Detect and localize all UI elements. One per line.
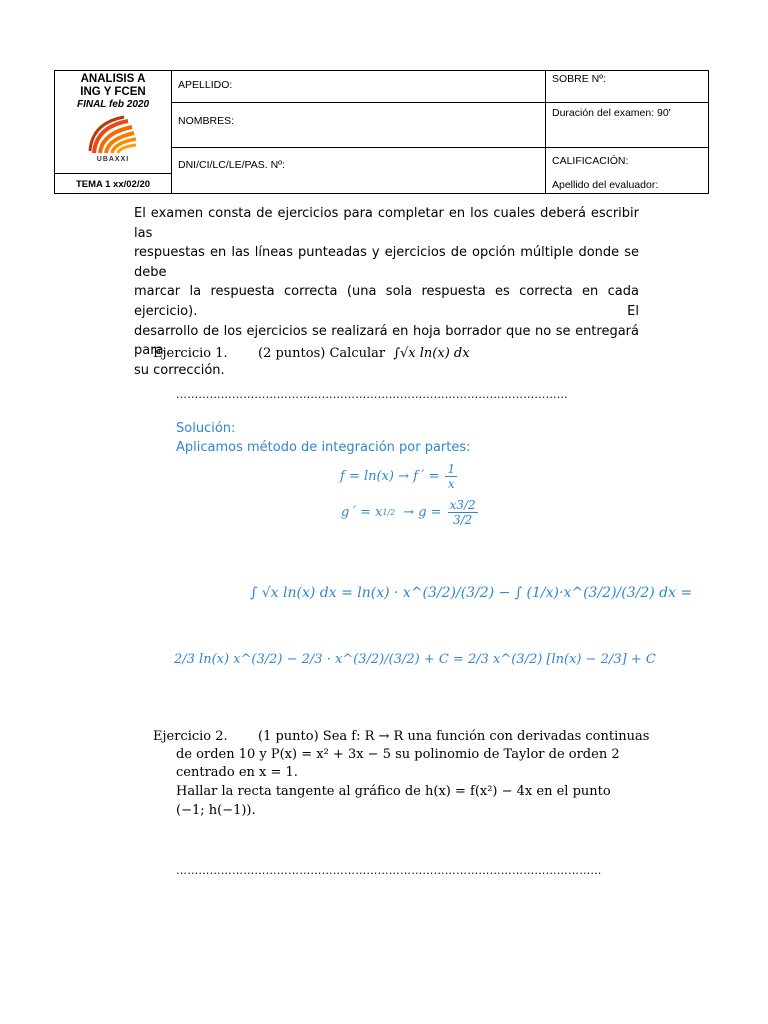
g-line-mid: → g = [403,505,442,520]
f-line-text: f = ln(x) → f´ = [340,469,440,484]
course-line-1: ANALISIS A [80,73,146,85]
g-frac-num: x3/2 [449,498,476,512]
g-line-left: g´ = x [341,505,383,520]
exercise-2-line-2: de orden 10 y P(x) = x² + 3x − 5 su polinomio de Taylor de orden 2 [176,747,620,762]
g-fraction [448,498,478,527]
solution-label: Solución: [176,421,236,436]
instructions-line-2: respuestas en las líneas punteadas y ejercicios de opción múltiple donde se debe [134,245,639,280]
instructions-line-1: El examen consta de ejercicios para completar en los cuales deberá escribir las [134,206,639,241]
ubaxxi-logo-icon [88,115,140,155]
g-definition [341,498,478,527]
exercise-2-answer-line: …………………………………………………………………………………………………… [176,864,602,877]
nombres-label: NOMBRES: [178,115,235,127]
student-info-cell [172,71,546,193]
tema-label: TEMA 1 xx/02/20 [75,179,151,190]
instructions-line-3: marcar la respuesta correcta (una sola respuesta es correcta en cada ejercicio). El [134,284,639,319]
course-line-2: ING Y FCEN [80,86,146,98]
exam-date-line: FINAL feb 2020 [76,99,150,110]
apellido-label: APELLIDO: [178,79,233,91]
evaluador-label: Apellido del evaluador: [552,179,659,191]
instructions-line-4: desarrollo de los ejercicios se realizará en hoja borrador que no se entregará para [134,323,639,359]
exercise-2-line-3: centrado en x = 1. [176,765,298,780]
sobre-label: SOBRE Nº: [552,73,607,85]
f-frac-num: 1 [447,462,456,476]
exercise-1-integral: ∫√x ln(x) dx [393,346,470,361]
duracion-label: Duración del examen: 90' [552,107,671,119]
course-info-cell [55,71,172,193]
f-derivative-fraction [445,462,457,491]
exam-header-table [54,70,709,194]
exercise-2-line-1: (1 punto) Sea f: R → R una función con derivadas continuas [258,729,650,744]
integration-result-equation: 2/3 ln(x) x^(3/2) − 2/3 · x^(3/2)/(3/2) + C = 2/3 x^(3/2) [ln(x) − 2/3] + C [174,652,656,667]
integration-by-parts-equation: ∫ √x ln(x) dx = ln(x) · x^(3/2)/(3/2) − ∫ (1/x)·x^(3/2)/(3/2) dx = [250,585,693,601]
exercise-1-prompt [258,346,470,361]
exam-meta-cell [546,71,708,193]
f-definition [340,462,457,491]
ubaxxi-logo-text: UBAXXI [96,156,130,163]
exercise-2-line-4: Hallar la recta tangente al gráfico de h(x) = f(x²) − 4x en el punto [176,784,611,799]
instructions-line-5: su corrección. [134,362,225,378]
exercise-2-title: Ejercicio 2. [153,729,228,744]
exercise-2-line-5: (−1; h(−1)). [176,803,256,818]
calificacion-label: CALIFICACIÓN: [552,155,629,167]
exercise-1-title: Ejercicio 1. [153,346,228,361]
g-frac-den: 3/2 [452,513,473,527]
exercise-1-answer-line: …………………………………………………………………………………………… [176,388,568,401]
solution-method: Aplicamos método de integración por partes: [176,440,471,455]
dni-label: DNI/CI/LC/LE/PAS. Nº: [178,159,285,171]
f-frac-den: x [447,477,455,491]
g-exponent: 1/2 [382,508,396,517]
exercise-1-points: (2 puntos) Calcular [258,346,386,361]
